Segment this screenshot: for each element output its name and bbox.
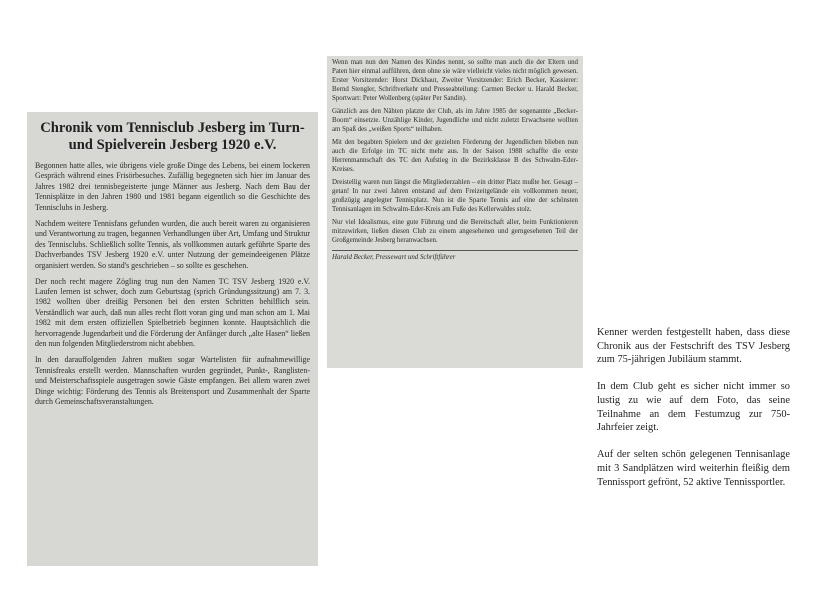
article-paragraph: Der noch recht magere Zögling trug nun den Namen TC TSV Jesberg 1920 e.V. Laufen lernen ist schwer, doch zum Geburtstag (sprich Gründungssitzung) am 7. 3. 1982 wollten über dreißig Personen bei den ersten Schritten behilflich sein. Verständlich war auch, daß nun alles recht flott voran ging und man schon am 1. Mai 1982 mit dem ersten offiziellen Spielbetrieb beginnen konnte. Hauptsächlich die hervorragende Jugendarbeit und die Förderung der Anfänger durch „alte Hasen“ ließen den nun folgenden Mitgliederstrom nicht abebben. — [35, 276, 310, 349]
article-paragraph: Begonnen hatte alles, wie übrigens viele große Dinge des Lebens, bei einem lockeren Gespräch während eines Frisörbesuches. Zufällig begegneten sich hier im Januar des Jahres 1982 drei tennisbegeisterte junge Männer aus Jesberg. Nach dem Bau der Tennisplätze in den Jahren 1980 und 1981 begann eigentlich so die Geschichte des Tennisclubs in Jesberg. — [35, 161, 310, 212]
article-paragraph: Nachdem weitere Tennisfans gefunden wurden, die auch bereit waren zu organisieren und Verantwortung zu tragen, begannen Verhandlungen über Art, Umfang und Struktur des Tennisclubs. Schließlich sollte Tennis, als vollkommen autark geführte Sparte des Dachverbandes TSV Jesberg 1920 e.V. unter Nutzung der gemeindeeigenen Plätze organisiert werden. So stand's geschrieben – so sollte es geschehen. — [35, 218, 310, 270]
newspaper-clipping-left — [27, 112, 318, 566]
article-paragraph: Gänzlich aus den Nähten platzte der Club, als im Jahre 1985 der sogenannte „Becker-Boom“ einsetzte. Unzählige Kinder, Jugendliche und nicht zuletzt Erwachsene wollten am Spaß des „weißen Sports“ teilhaben. — [332, 107, 578, 133]
caption-paragraph: Kenner werden festgestellt haben, dass diese Chronik aus der Festschrift des TSV Jesberg zum 75-jährigen Jubiläum stammt. — [597, 327, 790, 366]
caption-paragraph: Auf der selten schön gelegenen Tennisanlage mit 3 Sandplätzen wird weiterhin fleißig dem Tennissport gefrönt, 52 aktive Tennissportler. — [597, 449, 790, 488]
newspaper-clipping-right — [327, 56, 583, 368]
article-signature: Harald Becker, Pressewart und Schriftführer — [332, 254, 456, 262]
article-paragraph: In den darauffolgenden Jahren mußten sogar Wartelisten für aufnahmewillige Tennisfreaks erstellt werden. Mannschaften wurden gegründet, Punkt-, Ranglisten- und Meisterschaftsspiele ausgetragen sowie Gäste empfangen. Bei allem waren zwei Dinge wichtig: Förderung des Tennis als Breitensport und Zusammenhalt der Sparte durch Gemeinschaftsveranstaltungen. — [35, 355, 310, 407]
caption-text — [597, 326, 790, 503]
article-paragraph: Wenn man nun den Namen des Kindes nennt, so sollte man auch die der Eltern und Paten hier einmal aufführen, denn ohne sie wäre vielleicht vieles nicht möglich gewesen. Erster Vorsitzender: Horst Dickhaut, Zweiter Vorsitzender: Erich Becker, Kassierer: Bernd Stengler, Schriftverkehr und Presseabteilung: Carmen Becker u. Harald Becker, Sportwart: Peter Wollenberg (später Per Sandin). — [332, 59, 578, 102]
signature-divider — [332, 250, 578, 251]
article-paragraph: Mit den begabten Spielern und der gezielten Förderung der Jugendlichen blieben nun auch die Erfolge im TC nicht mehr aus. In der Saison 1988 schaffte die erste Herrenmannschaft des TC den Aufstieg in die Bezirksklasse B des Schwalm-Eder-Kreises. — [332, 139, 578, 173]
article-paragraph: Dreistellig waren nun längst die Mitgliederzahlen – ein dritter Platz mußte her. Gesagt – getan! In nur zwei Jahren entstand auf dem Freizeitgelände ein vollkommen neuer, großzügig angelegter Tennisplatz. Nun ist die Sparte Tennis auf eine der schönsten Tennisanlagen im Schwalm-Eder-Kreis am Fuße des Kellerwaldes stolz. — [332, 179, 578, 213]
article-paragraph: Nur viel Idealismus, eine gute Führung und die Bereitschaft aller, beim Funktionieren mitzuwirken, ließen diesen Club zu einem angesehenen und gerngesehenen Teil der Großgemeinde Jesberg heranwachsen. — [332, 219, 578, 244]
caption-paragraph: In dem Club geht es sicher nicht immer so lustig zu wie auf dem Foto, das seine Teilnahme an dem Festumzug zur 750-Jahrfeier zeigt. — [597, 381, 790, 434]
article-title: Chronik vom Tennisclub Jesberg im Turn- und Spielverein Jesberg 1920 e.V. — [40, 120, 305, 153]
